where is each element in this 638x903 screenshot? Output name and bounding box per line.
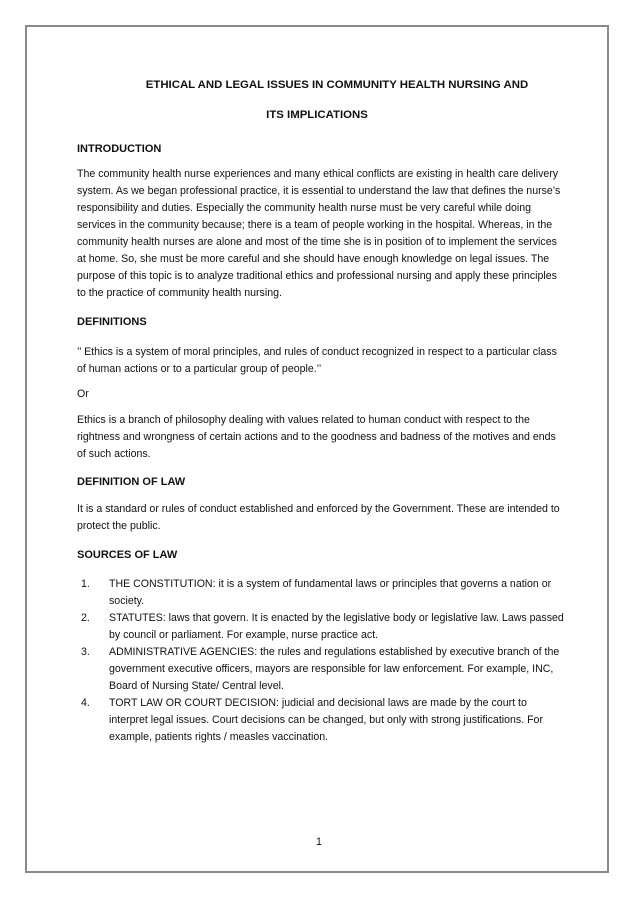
introduction-heading: INTRODUCTION: [77, 143, 162, 155]
list-item-number: 1.: [81, 578, 90, 590]
list-item: [77, 610, 567, 644]
list-item-text: ADMINISTRATIVE AGENCIES: the rules and regulations established by executive branch of the government executive officers, mayors are responsible for law enforcement. For example, INC, Board of Nursing State/ Central level.: [109, 646, 560, 692]
page-number: 1: [316, 836, 322, 848]
introduction-paragraph: The community health nurse experiences and many ethical conflicts are existing in health care delivery system. As we began professional practice, it is essential to understand the law that defines the nurse’s responsibility and duties. Especially the community health nurse must be very careful while doing services in the community because; there is a team of people working in the hospital. Whereas, in the community health nurses are alone and most of the time she is in position of to implement the services at home. So, she must be more careful and she should have enough knowledge on legal issues. The purpose of this topic is to analyze traditional ethics and professional nursing and apply these principles to the practice of community health nursing.: [77, 168, 561, 299]
list-item-text: STATUTES: laws that govern. It is enacted by the legislative body or legislative law. Laws passed by council or parliament. For example, nurse practice act.: [109, 612, 564, 641]
ethics-definition-2: Ethics is a branch of philosophy dealing with values related to human conduct with respect to the rightness and wrongness of certain actions and to the goodness and badness of the motives and ends of such actions.: [77, 414, 556, 460]
list-item-number: 2.: [81, 612, 90, 624]
list-item-text: TORT LAW OR COURT DECISION: judicial and decisional laws are made by the court to interpret legal issues. Court decisions can be changed, but only with strong justifications. For example, patients rights / measles vaccination.: [109, 697, 543, 743]
list-item-number: 3.: [81, 646, 90, 658]
list-item-text: THE CONSTITUTION: it is a system of fundamental laws or principles that governs a nation or society.: [109, 578, 552, 607]
definitions-heading: DEFINITIONS: [77, 316, 147, 328]
law-definition-paragraph: It is a standard or rules of conduct established and enforced by the Government. These are intended to protect the public.: [77, 503, 560, 532]
list-item: [77, 576, 567, 610]
document-title-line-2: ITS IMPLICATIONS: [266, 109, 368, 121]
definition-of-law-heading: DEFINITION OF LAW: [77, 476, 186, 488]
ethics-definition-1: ’’ Ethics is a system of moral principles, and rules of conduct recognized in respect to a particular class of human actions or to a particular group of people.’’: [77, 346, 557, 375]
sources-of-law-list: [77, 576, 567, 746]
sources-of-law-heading: SOURCES OF LAW: [77, 549, 178, 561]
list-item: [77, 695, 567, 746]
or-separator: Or: [77, 388, 89, 400]
list-item: [77, 644, 567, 695]
list-item-number: 4.: [81, 697, 90, 709]
document-title-line-1: ETHICAL AND LEGAL ISSUES IN COMMUNITY HEALTH NURSING AND: [145, 79, 529, 91]
